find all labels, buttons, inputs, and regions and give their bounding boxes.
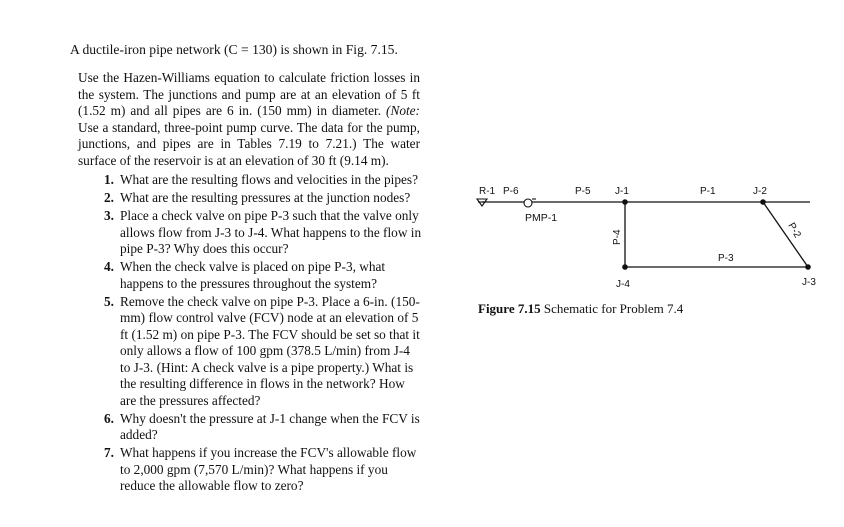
label-pmp1: PMP-1 [525,212,558,224]
label-r1: R-1 [479,186,496,197]
paragraph-note: (Note: [386,103,420,119]
label-p1: P-1 [700,186,716,197]
question-text: What are the resulting flows and velocities in the pipes? [120,172,418,187]
question-text: What happens if you increase the FCV's allowable flow to 2,000 gpm (7,570 L/min)? What happens if you reduce the allowable flow to zero? [120,445,417,493]
caption-text: Schematic for Problem 7.4 [543,301,684,316]
question-item [104,259,422,292]
question-text: Why doesn't the pressure at J-1 change when the FCV is added? [120,410,420,442]
question-number: 3. [104,208,114,223]
network-schematic [470,175,830,305]
question-number: 7. [104,445,114,460]
question-number: 4. [104,259,114,274]
question-item [104,208,422,258]
problem-paragraph [78,70,420,170]
junction-j4-node [622,264,628,270]
question-item [104,190,422,207]
schematic-svg [470,175,830,305]
question-list [104,172,422,496]
pump-icon [524,199,536,207]
paragraph-rest: Use a standard, three-point pump curve. The data for the pump, junctions, and pipes are in Tables 7.19 to 7.21.) The water surface of the reservoir is at an elevation of 30 ft (9.14 m). [78,119,420,168]
question-item [104,172,422,189]
label-p6: P-6 [503,186,519,197]
label-p5: P-5 [575,186,591,197]
label-j2: J-2 [753,186,767,197]
reservoir-icon [477,199,487,206]
question-text: Place a check valve on pipe P-3 such that the valve only allows flow from J-3 to J-4. What happens to the flow in pipe P-3? Why does this occur? [120,208,422,256]
question-item [104,294,422,410]
question-text: When the check valve is placed on pipe P-3, what happens to the pressures throughout the system? [120,259,386,291]
question-number: 1. [104,172,114,187]
junction-j3-node [805,264,811,270]
question-text: Remove the check valve on pipe P-3. Place a 6-in. (150-mm) flow control valve (FCV) node at an elevation of 5 ft (1.52 m) on pipe P-3. The FCV should be set so that it only allows a flow of 100 gpm (378.5 L/min) from J-4 to J-3. (Hint: A check valve is a pipe property.) What is the resulting difference in flows in the network? How are the pressures affected? [120,293,420,408]
junction-j2-node [760,199,766,205]
question-item [104,445,422,495]
question-text: What are the resulting pressures at the junction nodes? [120,190,411,205]
intro-sentence: A ductile-iron pipe network (C = 130) is shown in Fig. 7.15. [70,42,398,57]
label-p2: P-2 [785,221,803,240]
label-p4: P-4 [612,229,623,245]
caption-label: Figure 7.15 [478,301,541,316]
label-j3: J-3 [802,277,816,288]
question-item [104,411,422,444]
question-number: 5. [104,293,114,309]
junction-j1-node [622,199,628,205]
label-j4: J-4 [616,279,630,290]
label-p3: P-3 [718,253,734,264]
question-number: 2. [104,190,114,205]
label-j1: J-1 [615,186,629,197]
paragraph-main: Use the Hazen-Williams equation to calculate friction losses in the system. The junctions and pump are at an elevation of 5 ft (1.52 m) and all pipes are 6 in. (150 mm) in diameter. [78,70,420,119]
question-number: 6. [104,410,114,426]
figure-caption [478,301,683,317]
